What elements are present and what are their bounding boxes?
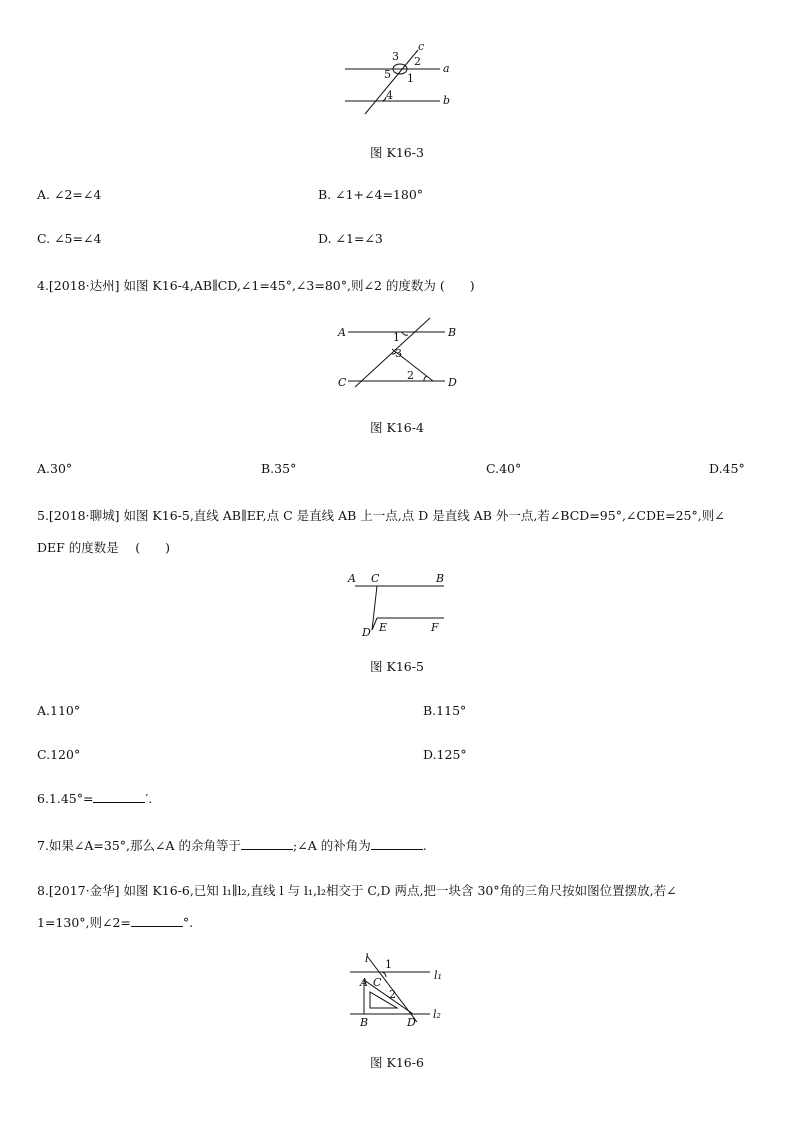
figure-k16-5 [340,570,455,642]
q4-option-b: B.35° [261,461,297,476]
q3-option-b: B. ∠1+∠4=180° [318,187,424,202]
label-C: C [373,976,382,989]
figure-k16-3 [340,40,460,115]
q7-answer-blank-1[interactable] [241,838,293,850]
q6-suffix: ′. [145,791,153,806]
q5-stem-line1: 5.[2018·聊城] 如图 K16-5,直线 AB∥EF,点 C 是直线 AB 上一点,点 D 是直线 AB 外一点,若∠BCD=95°,∠CDE=25°,则∠ [37,508,725,523]
q5-option-a: A.110° [37,703,81,718]
label-angle-1: 1 [385,958,392,971]
label-c: c [418,40,425,53]
q4-option-d: D.45° [709,461,745,476]
label-B: B [360,1016,369,1029]
q7-middle: ;∠A 的补角为 [293,838,371,853]
label-angle-2: 2 [389,988,396,1001]
label-l2: l₂ [433,1008,441,1021]
q5-option-d: D.125° [423,747,467,762]
label-F: F [431,621,439,634]
label-B: B [448,326,457,339]
label-angle-2: 2 [414,55,421,68]
q7-suffix: . [422,838,427,853]
q5-stem-line2: DEF 的度数是 ( ) [37,540,171,555]
q3-option-a: A. ∠2=∠4 [37,187,102,202]
caption-k16-6: 图 K16-6 [370,1055,424,1070]
q6 [37,791,152,806]
label-angle-5: 5 [384,68,391,81]
caption-k16-5: 图 K16-5 [370,659,424,674]
q4-stem: 4.[2018·达州] 如图 K16-4,AB∥CD,∠1=45°,∠3=80°,则∠2 的度数为 ( ) [37,278,475,293]
label-D: D [448,376,457,389]
q8-stem-line2 [37,913,193,931]
label-A: A [360,976,368,989]
q8-stem-line1: 8.[2017·金华] 如图 K16-6,已知 l₁∥l₂,直线 l 与 l₁,l₂相交于 C,D 两点,把一块含 30°角的三角尺按如图位置摆放,若∠ [37,883,677,898]
label-angle-2: 2 [407,369,414,382]
q7-prefix: 7.如果∠A=35°,那么∠A 的余角等于 [37,838,242,853]
label-l1: l₁ [434,969,442,982]
figure-k16-4 [330,316,465,396]
label-angle-1: 1 [407,72,414,85]
q6-prefix: 6.1.45°= [37,791,94,806]
label-angle-4: 4 [386,89,393,102]
label-l: l [365,952,369,965]
label-b: b [443,94,451,107]
q7 [37,836,427,854]
q7-answer-blank-2[interactable] [371,838,423,850]
q5-option-b: B.115° [423,703,467,718]
label-A: A [338,326,346,339]
q8-answer-blank[interactable] [131,915,183,927]
label-angle-1: 1 [393,331,400,344]
label-C: C [338,376,347,389]
label-B: B [436,572,445,585]
label-C: C [371,572,380,585]
q6-answer-blank[interactable] [93,791,145,803]
q4-option-a: A.30° [37,461,73,476]
q4-option-c: C.40° [486,461,522,476]
q8-suffix: °. [182,915,194,930]
label-E: E [379,621,388,634]
label-angle-3: 3 [395,347,402,360]
q3-option-d: D. ∠1=∠3 [318,231,383,246]
label-angle-3: 3 [392,50,399,63]
caption-k16-4: 图 K16-4 [370,420,424,435]
figure-k16-6 [345,952,455,1030]
q5-option-c: C.120° [37,747,81,762]
label-D: D [407,1016,416,1029]
caption-k16-3: 图 K16-3 [370,145,424,160]
label-D: D [362,626,371,639]
q8-prefix: 1=130°,则∠2= [37,915,131,930]
label-a: a [443,62,450,75]
q3-option-c: C. ∠5=∠4 [37,231,102,246]
label-A: A [348,572,356,585]
